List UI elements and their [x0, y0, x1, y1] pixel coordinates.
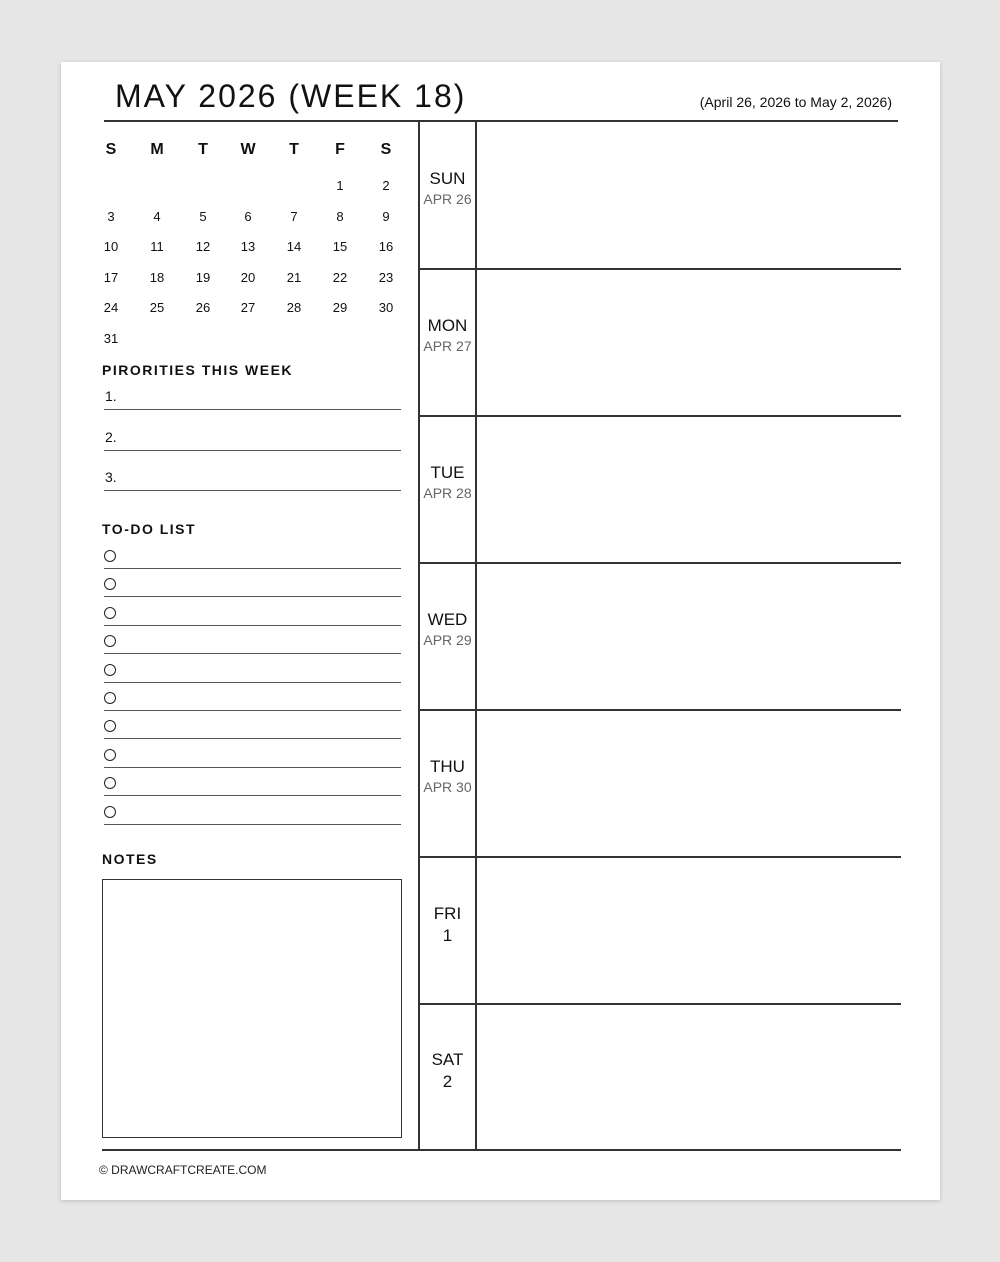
calendar-day: 13: [240, 239, 256, 255]
calendar-day: 16: [378, 239, 394, 255]
day-name: TUE: [430, 462, 465, 482]
calendar-day: 22: [332, 269, 348, 285]
day-date: 2: [442, 1072, 453, 1091]
calendar-day: 9: [382, 208, 390, 224]
calendar-day: 11: [150, 239, 164, 255]
calendar-weekday-header: T: [289, 141, 299, 158]
day-name: FRI: [433, 903, 462, 923]
todo-checkbox-icon[interactable]: [104, 607, 116, 619]
calendar-day: 12: [195, 239, 211, 255]
todo-line[interactable]: [104, 767, 401, 768]
calendar-day: 30: [378, 300, 394, 316]
todo-checkbox-icon[interactable]: [104, 664, 116, 676]
calendar-day: 17: [103, 269, 119, 285]
day-name: MON: [427, 315, 468, 335]
priority-line[interactable]: [104, 409, 401, 410]
calendar-day: 31: [103, 331, 119, 346]
todo-checkbox-icon[interactable]: [104, 692, 116, 704]
day-name: SUN: [429, 168, 466, 188]
priority-number: 1.: [105, 388, 117, 404]
calendar-day: 10: [103, 239, 119, 255]
calendar-day: 15: [332, 239, 348, 255]
calendar-day: 3: [107, 208, 115, 224]
calendar-weekday-header: S: [105, 141, 117, 158]
date-range: (April 26, 2026 to May 2, 2026): [699, 94, 892, 110]
day-writing-area[interactable]: [477, 562, 901, 709]
page-title: MAY 2026 (WEEK 18): [115, 78, 467, 114]
todo-line[interactable]: [104, 682, 401, 683]
day-writing-area[interactable]: [477, 268, 901, 415]
todo-checkbox-icon[interactable]: [104, 806, 116, 818]
calendar-day: 19: [195, 269, 211, 285]
notes-box[interactable]: [102, 879, 402, 1138]
calendar-day: 20: [240, 269, 256, 285]
todo-line[interactable]: [104, 596, 401, 597]
day-date: APR 27: [423, 337, 472, 354]
todo-line[interactable]: [104, 738, 401, 739]
calendar-weekday-header: F: [335, 141, 345, 158]
calendar-day: 1: [336, 178, 344, 193]
todo-line[interactable]: [104, 710, 401, 711]
calendar-day: 5: [199, 208, 207, 224]
calendar-day: 24: [103, 300, 119, 316]
priority-line[interactable]: [104, 450, 401, 451]
day-name: SAT: [431, 1050, 464, 1069]
todo-line[interactable]: [104, 568, 401, 569]
todo-line[interactable]: [104, 824, 401, 825]
calendar-weekday-header: W: [240, 141, 256, 158]
day-date: APR 29: [423, 631, 472, 648]
day-writing-area[interactable]: [477, 1003, 901, 1149]
priority-number: 3.: [105, 469, 117, 485]
todo-line[interactable]: [104, 625, 401, 626]
calendar-day: 25: [149, 300, 165, 316]
calendar-day: 23: [378, 269, 394, 285]
calendar-day: 14: [286, 239, 302, 255]
day-name: WED: [427, 609, 468, 629]
footer-credit: © DRAWCRAFTCREATE.COM: [99, 1163, 267, 1177]
bottom-rule: [102, 1149, 901, 1151]
calendar-weekday-header: M: [150, 141, 164, 158]
todo-label: TO-DO LIST: [102, 521, 197, 537]
day-name: THU: [430, 756, 465, 776]
notes-label: NOTES: [102, 851, 158, 867]
calendar-day: 21: [286, 269, 302, 285]
day-date: 1: [442, 925, 453, 945]
day-date: APR 28: [423, 484, 472, 501]
priority-number: 2.: [105, 428, 117, 445]
calendar-day: 2: [382, 178, 390, 193]
calendar-weekday-header: S: [380, 141, 392, 158]
day-date: APR 30: [423, 778, 472, 795]
todo-line[interactable]: [104, 795, 401, 796]
calendar-day: 26: [195, 300, 211, 316]
day-writing-area[interactable]: [477, 856, 901, 1003]
day-writing-area[interactable]: [477, 121, 901, 268]
priority-line[interactable]: [104, 490, 401, 491]
calendar-weekday-header: T: [198, 141, 208, 158]
day-writing-area[interactable]: [477, 709, 901, 856]
calendar-day: 8: [336, 208, 344, 224]
todo-checkbox-icon[interactable]: [104, 550, 116, 562]
calendar-day: 27: [240, 300, 256, 316]
todo-checkbox-icon[interactable]: [104, 749, 116, 761]
day-date: APR 26: [423, 190, 472, 207]
priorities-label: PIRORITIES THIS WEEK: [102, 362, 294, 378]
calendar-day: 7: [290, 208, 298, 224]
todo-line[interactable]: [104, 653, 401, 654]
calendar-day: 4: [153, 208, 161, 224]
day-writing-area[interactable]: [477, 415, 901, 562]
calendar-day: 29: [332, 300, 348, 316]
calendar-day: 6: [244, 208, 252, 224]
calendar-day: 18: [149, 269, 165, 285]
calendar-day: 28: [286, 300, 302, 316]
